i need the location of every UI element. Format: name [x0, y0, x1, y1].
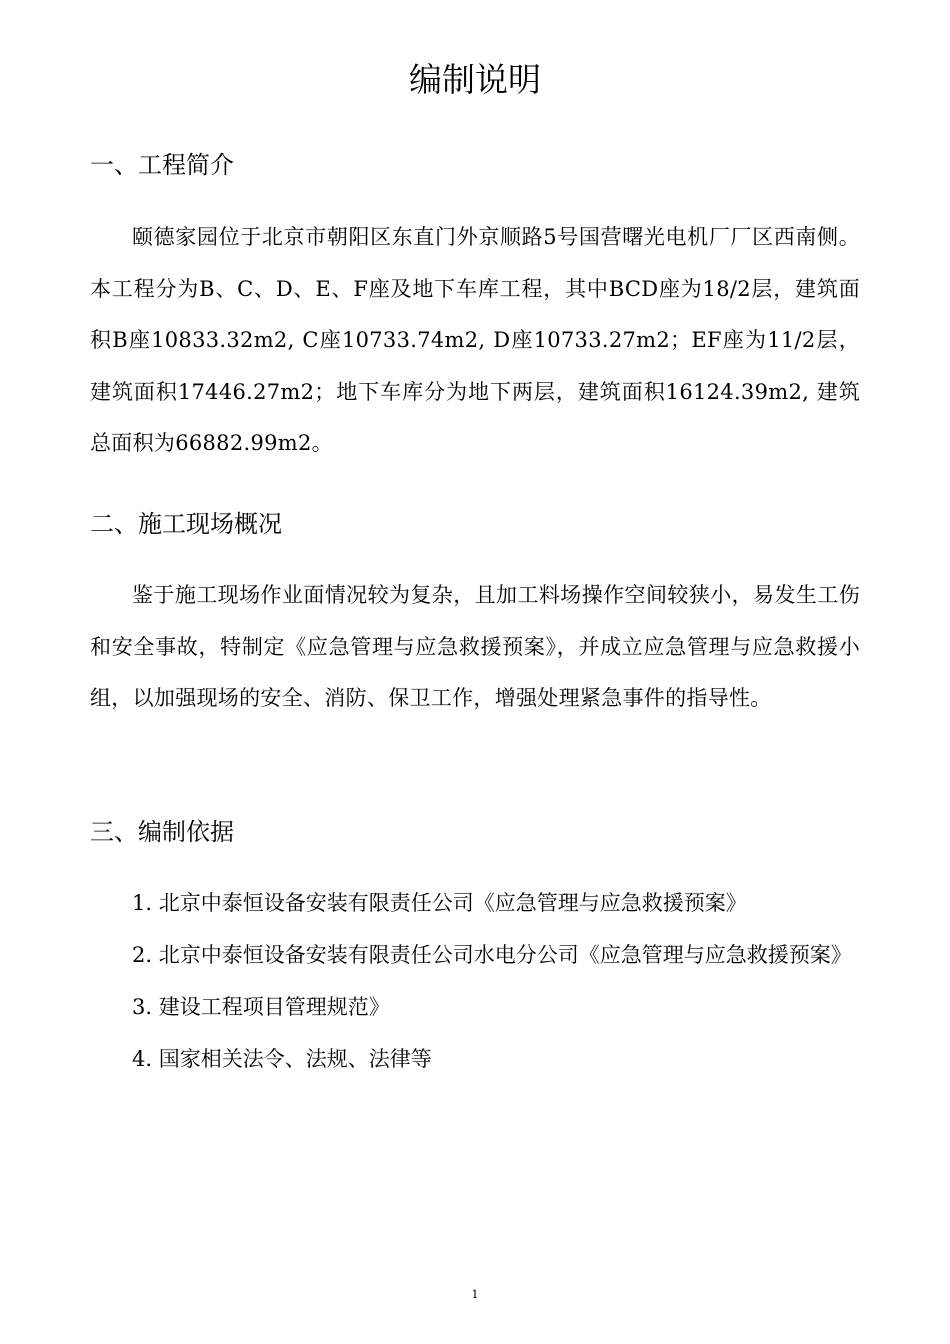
list-item: 4. 国家相关法令、法规、法律等: [132, 1047, 432, 1071]
basis-list: [90, 877, 860, 1085]
page-number: 1: [471, 1288, 479, 1301]
section-heading-basis: 三、编制依据: [90, 818, 234, 846]
list-item: 3. 建设工程项目管理规范》: [132, 995, 390, 1019]
list-item: 1. 北京中泰恒设备安装有限责任公司《应急管理与应急救援预案》: [132, 891, 747, 915]
section-heading-project-intro: 一、工程简介: [90, 151, 234, 179]
document-title: 编制说明: [409, 60, 541, 99]
list-item: 2. 北京中泰恒设备安装有限责任公司水电分公司《应急管理与应急救援预案》: [132, 943, 852, 967]
section-paragraph-site-overview: 鉴于施工现场作业面情况较为复杂，且加工料场操作空间较狭小，易发生工伤和安全事故，特制定《应急管理与应急救援预案》，并成立应急管理与应急救援小组，以加强现场的安全、消防、保卫工作，增强处理紧急事件的指导性。: [90, 583, 860, 710]
section-paragraph-project-intro: 颐德家园位于北京市朝阳区东直门外京顺路5号国营曙光电机厂厂区西南侧。本工程分为B、C、D、E、F座及地下车库工程，其中BCD座为18/2层，建筑面积B座10833.32m2, C座10733.74m2, D座10733.27m2；EF座为11/2层，建筑面积17446.27m2；地下车库分为地下两层，建筑面积16124.39m2, 建筑总面积为66882.99m2。: [90, 225, 860, 455]
section-heading-site-overview: 二、施工现场概况: [90, 510, 282, 538]
